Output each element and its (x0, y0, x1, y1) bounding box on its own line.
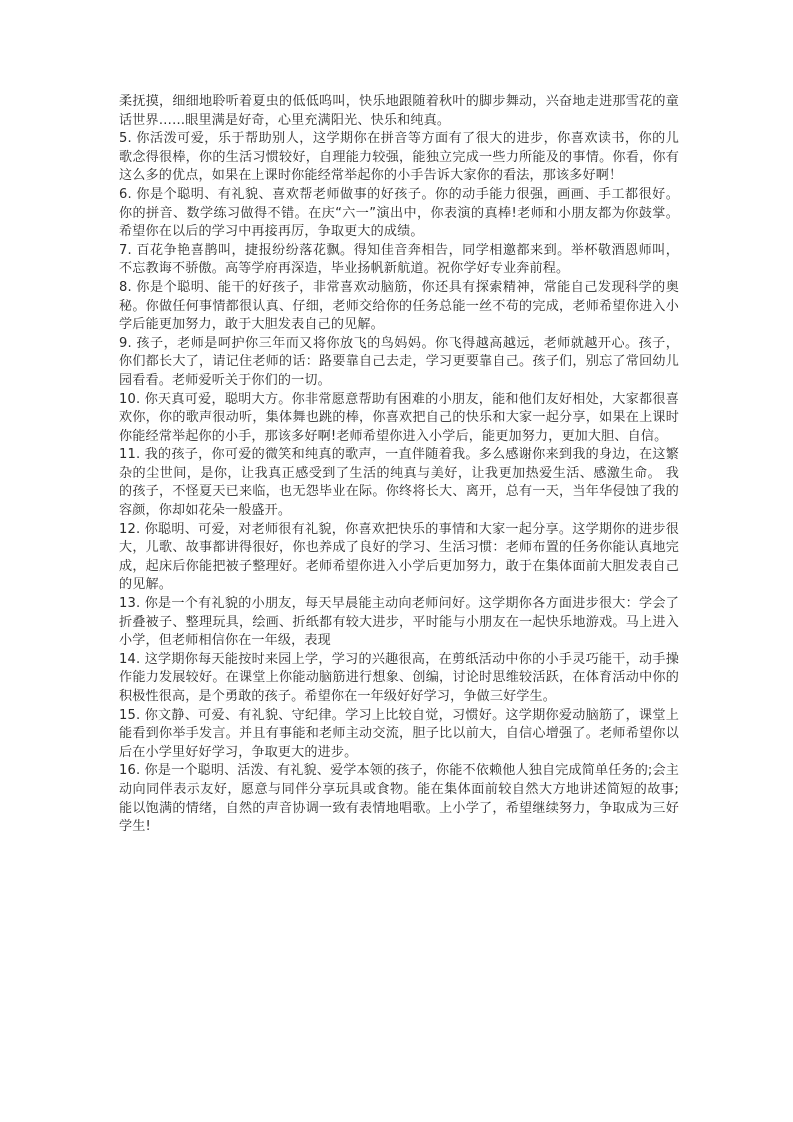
paragraph-continuation: 柔抚摸，细细地聆听着夏虫的低低呜叫，快乐地跟随着秋叶的脚步舞动，兴奋地走进那雪花的童话世界……眼里满是好奇，心里充满阳光、快乐和纯真。 (119, 94, 679, 128)
paragraph-16: 16. 你是一个聪明、活泼、有礼貌、爱学本领的孩子，你能不依赖他人独自完成简单任务的;会主动向同伴表示友好，愿意与同伴分享玩具或食物。能在集体面前较自然大方地讲述简短的故事;能以饱满的情绪，自然的声音协调一致有表情地唱歌。上小学了，希望继续努力，争取成为三好学生! (119, 763, 679, 835)
paragraph-9: 9. 孩子，老师是呵护你三年而又将你放飞的鸟妈妈。你飞得越高越远，老师就越开心。孩子，你们都长大了，请记住老师的话：路要靠自己去走，学习更要靠自己。孩子们，别忘了常回幼儿园看看。老师爱听关于你们的一切。 (119, 335, 679, 388)
paragraph-12: 12. 你聪明、可爱，对老师很有礼貌，你喜欢把快乐的事情和大家一起分享。这学期你的进步很大，儿歌、故事都讲得很好，你也养成了良好的学习、生活习惯：老师布置的任务你能认真地完成，起床后你能把被子整理好。老师希望你进入小学后更加努力，敢于在集体面前大胆发表自己的见解。 (119, 521, 679, 593)
paragraph-13: 13. 你是一个有礼貌的小朋友，每天早晨能主动向老师问好。这学期你各方面进步很大：学会了折叠被子、整理玩具，绘画、折纸都有较大进步，平时能与小朋友在一起快乐地游戏。马上进入小学，但老师相信你在一年级，表现 (119, 596, 679, 649)
paragraph-14: 14. 这学期你每天能按时来园上学，学习的兴趣很高，在剪纸活动中你的小手灵巧能干，动手操作能力发展较好。在课堂上你能动脑筋进行想象、创编，讨论时思维较活跃，在体育活动中你的积极性很高，是个勇敢的孩子。希望你在一年级好好学习，争做三好学生。 (119, 651, 679, 704)
paragraph-10: 10. 你天真可爱，聪明大方。你非常愿意帮助有困难的小朋友，能和他们友好相处，大家都很喜欢你，你的歌声很动听，集体舞也跳的棒，你喜欢把自己的快乐和大家一起分享，如果在上课时你能经常举起你的小手，那该多好啊!老师希望你进入小学后，能更加努力，更加大胆、自信。 (119, 391, 679, 444)
paragraph-8: 8. 你是个聪明、能干的好孩子，非常喜欢动脑筋，你还具有探索精神，常能自己发现科学的奥秘。你做任何事情都很认真、仔细，老师交给你的任务总能一丝不苟的完成，老师希望你进入小学后能更加努力，敢于大胆发表自己的见解。 (119, 279, 679, 333)
document-body (119, 93, 679, 837)
paragraph-11: 11. 我的孩子，你可爱的微笑和纯真的歌声，一直伴随着我。多么感谢你来到我的身边，在这繁杂的尘世间，是你，让我真正感受到了生活的纯真与美好，让我更加热爱生活、感激生命。 我的孩子，不怪夏天已来临，也无怨毕业在际。你终将长大、离开，总有一天，当年华侵蚀了我的容颜，你却如花朵一般盛开。 (119, 447, 679, 519)
paragraph-6: 6. 你是个聪明、有礼貌、喜欢帮老师做事的好孩子。你的动手能力很强，画画、手工都很好。你的拼音、数学练习做得不错。在庆“六一”演出中，你表演的真棒!老师和小朋友都为你鼓掌。希望你在以后的学习中再接再厉，争取更大的成绩。 (119, 186, 679, 240)
paragraph-5: 5. 你活泼可爱，乐于帮助别人，这学期你在拼音等方面有了很大的进步，你喜欢读书，你的儿歌念得很棒，你的生活习惯较好，自理能力较强，能独立完成一些力所能及的事情。你看，你有这么多的优点，如果在上课时你能经常举起你的小手告诉大家你的看法，那该多好啊！ (119, 131, 679, 184)
paragraph-15: 15. 你文静、可爱、有礼貌、守纪律。学习上比较自觉，习惯好。这学期你爱动脑筋了，课堂上能看到你举手发言。并且有事能和老师主动交流，胆子比以前大，自信心增强了。老师希望你以后在小学里好好学习，争取更大的进步。 (119, 707, 679, 760)
paragraph-7: 7. 百花争艳喜鹊叫，捷报纷纷落花飘。得知佳音奔相告，同学相邀都来到。举杯敬酒恩师叫，不忘教诲不骄傲。高等学府再深造，毕业扬帆新航道。祝你学好专业奔前程。 (119, 242, 679, 277)
